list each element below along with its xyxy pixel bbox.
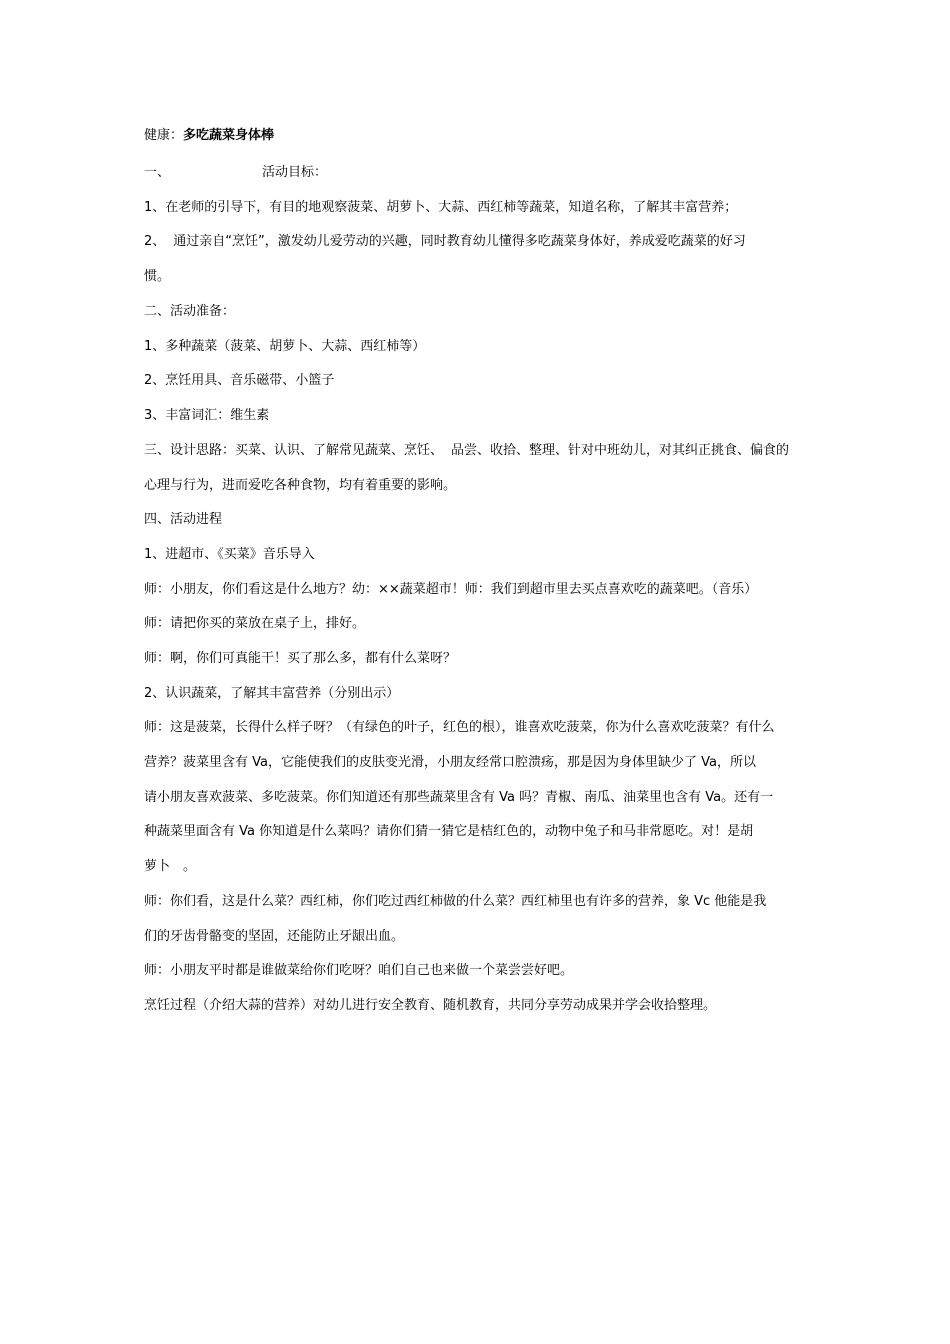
section-3-paragraph: [144, 442, 789, 460]
goal-item-2-text: 通过亲自“烹饪”，激发幼儿爱劳动的兴趣，同时教育幼儿懂得多吃蔬菜身体好，养成爱吃蔬菜的好习: [173, 234, 746, 249]
section-2-heading: 二、活动准备：: [144, 304, 236, 319]
spinach-paragraph-line-1: 师：这是菠菜，长得什么样子呀？（有绿色的叶子，红色的根），谁喜欢吃菠菜，你为什么喜欢吃菠菜？有什么: [144, 720, 775, 735]
prep-item-1: 1、多种蔬菜（菠菜、胡萝卜、大蒜、西红柿等）: [144, 339, 426, 354]
dialogue-line-4: 师：小朋友平时都是谁做菜给你们吃呀？咱们自己也来做一个菜尝尝好吧。: [144, 963, 574, 978]
step-1-heading: 1、进超市、《买菜》音乐导入: [144, 547, 315, 562]
tomato-paragraph-line-2: 们的牙齿骨骼变的坚固，还能防止牙龈出血。: [144, 929, 405, 944]
goal-item-2: [144, 233, 746, 251]
spinach-paragraph-line-5: 萝卜 。: [144, 859, 197, 874]
section-1-number: 一、: [144, 165, 171, 180]
title-main: 多吃蔬菜身体棒: [183, 128, 275, 143]
section-1-heading: [144, 164, 327, 182]
spinach-paragraph-line-2: 营养？菠菜里含有 Va，它能使我们的皮肤变光滑，小朋友经常口腔溃疡，那是因为身体里缺少了 Va，所以: [144, 755, 756, 770]
goal-item-1: 1、在老师的引导下，有目的地观察菠菜、胡萝卜、大蒜、西红柿等蔬菜，知道名称，了解其丰富营养；: [144, 200, 738, 215]
spinach-paragraph-line-4: 种蔬菜里面含有 Va 你知道是什么菜吗？请你们猜一猜它是桔红色的，动物中兔子和马非常愿吃。对！是胡: [144, 824, 754, 839]
prep-item-2: 2、烹饪用具、音乐磁带、小篮子: [144, 373, 335, 388]
title-prefix: 健康：: [144, 128, 184, 143]
section-3-text-a: 三、设计思路：买菜、认识、了解常见蔬菜、烹饪、: [144, 443, 444, 458]
section-4-heading: 四、活动进程: [144, 512, 223, 527]
goal-item-2-number: 2、: [144, 234, 166, 249]
section-3-paragraph-continued: 心理与行为，进而爱吃各种食物，均有着重要的影响。: [144, 478, 457, 493]
dialogue-line-2: 师：请把你买的菜放在桌子上，排好。: [144, 616, 366, 631]
section-3-text-b: 品尝、收拾、整理、针对中班幼儿，对其纠正挑食、偏食的: [451, 443, 790, 458]
document-title: [144, 127, 274, 145]
prep-item-3: 3、丰富词汇：维生素: [144, 408, 270, 423]
dialogue-line-1: 师：小朋友，你们看这是什么地方？幼：××蔬菜超市！师：我们到超市里去买点喜欢吃的蔬菜吧。（音乐）: [144, 582, 758, 597]
spinach-paragraph-line-3: 请小朋友喜欢菠菜、多吃菠菜。你们知道还有那些蔬菜里含有 Va 吗？青椒、南瓜、油菜里也含有 Va。还有一: [144, 790, 774, 805]
step-2-heading: 2、认识蔬菜，了解其丰富营养（分别出示）: [144, 686, 400, 701]
cooking-process-line: 烹饪过程（介绍大蒜的营养）对幼儿进行安全教育、随机教育，共同分享劳动成果并学会收拾整理。: [144, 998, 717, 1013]
tomato-paragraph-line-1: 师：你们看，这是什么菜？西红柿，你们吃过西红柿做的什么菜？西红柿里也有许多的营养，象 Vc 他能是我: [144, 894, 767, 909]
goal-item-2-continued: 惯。: [144, 269, 171, 284]
dialogue-line-3: 师：啊，你们可真能干！买了那么多，都有什么菜呀？: [144, 651, 457, 666]
section-1-label: 活动目标：: [262, 165, 328, 180]
